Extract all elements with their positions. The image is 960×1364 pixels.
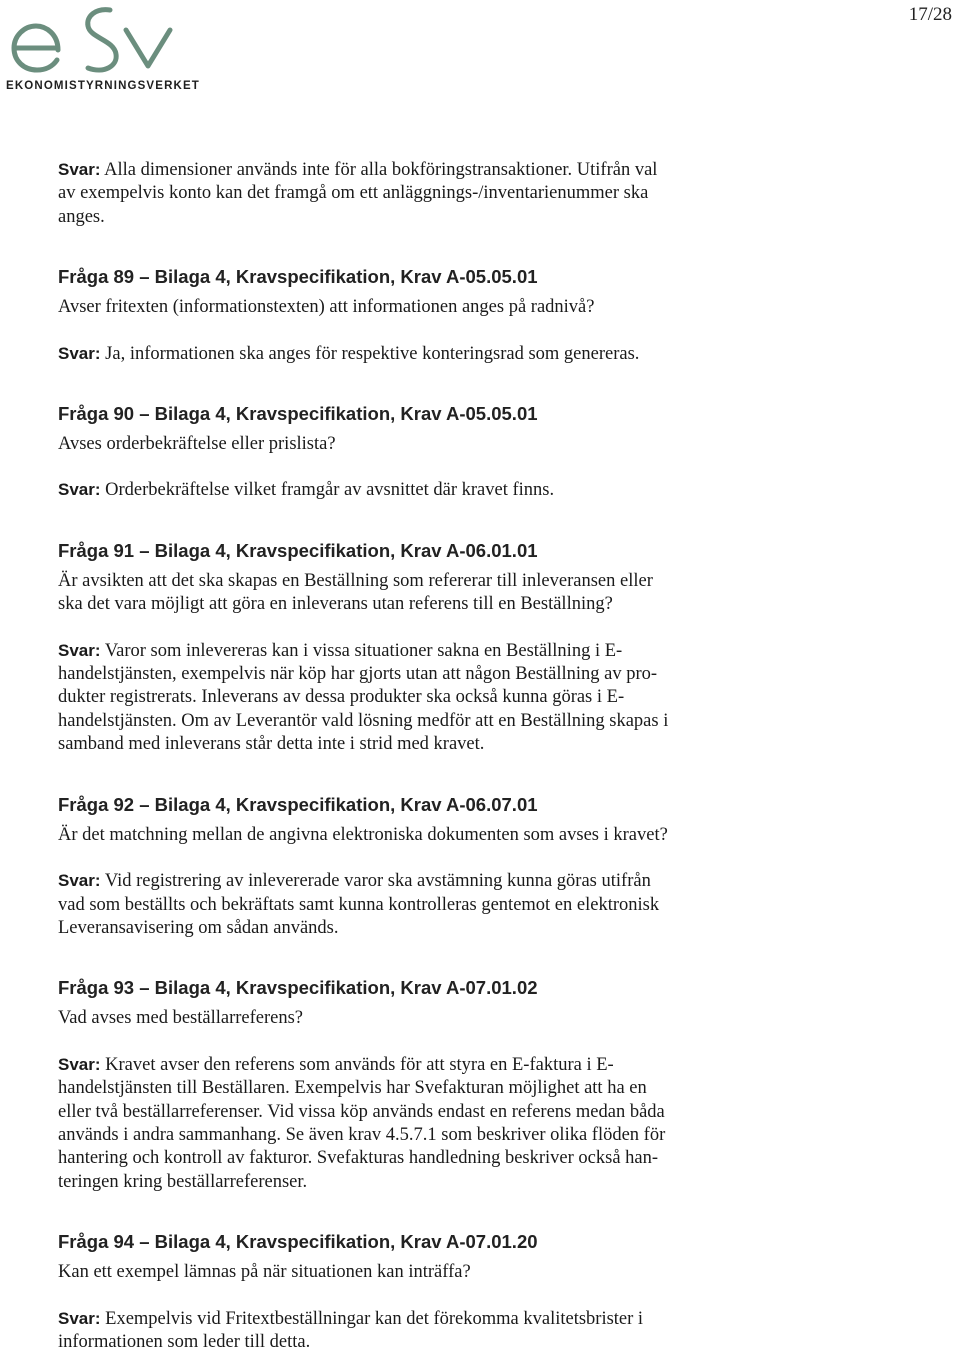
answer-line: informationen som leder till detta.	[58, 1331, 311, 1352]
question-title: Fråga 89 – Bilaga 4, Kravspecifikation, Krav A-05.05.01	[58, 266, 538, 288]
intro-answer	[58, 158, 748, 229]
question-text: ska det vara möjligt att göra en inleverans utan referens till en Beställning?	[58, 594, 613, 615]
answer-line: eller två beställarreferenser. Vid vissa köp används endast en referens medan båda	[58, 1101, 665, 1122]
question-text: Är avsikten att det ska skapas en Beställning som refererar till inleveransen eller	[58, 570, 653, 591]
question-block-93	[58, 976, 748, 1194]
answer-line: Svar: Kravet avser den referens som används för att styra en E-faktura i E-	[58, 1054, 614, 1075]
answer-line: handelstjänsten. Om av Leverantör vald lösning medför att en Beställning skapas i	[58, 710, 669, 731]
question-text: Vad avses med beställarreferens?	[58, 1008, 304, 1029]
answer-line: Svar: Vid registrering av inlevererade varor ska avstämning kunna göras utifrån	[58, 871, 651, 892]
answer-line: teringen kring beställarreferenser.	[58, 1171, 308, 1192]
answer-line: handelstjänsten till Beställaren. Exempelvis har Svefakturan möjlighet att ha en	[58, 1078, 647, 1099]
question-text: Avses orderbekräftelse eller prislista?	[58, 434, 336, 455]
answer-line: dukter registrerats. Inleverans av dessa produkter ska också kunna göras i E-	[58, 687, 625, 708]
answer-line: Svar: Orderbekräftelse vilket framgår av avsnittet där kravet finns.	[58, 480, 555, 501]
question-title: Fråga 94 – Bilaga 4, Kravspecifikation, Krav A-07.01.20	[58, 1231, 538, 1253]
question-title: Fråga 92 – Bilaga 4, Kravspecifikation, Krav A-06.07.01	[58, 793, 538, 815]
question-text: Avser fritexten (informationstexten) att informationen anges på radnivå?	[58, 297, 595, 318]
answer-line: samband med inleverans står detta inte i strid med kravet.	[58, 734, 485, 755]
question-text: Är det matchning mellan de angivna elektroniska dokumenten som avses i kravet?	[58, 824, 668, 845]
question-title: Fråga 91 – Bilaga 4, Kravspecifikation, Krav A-06.01.01	[58, 539, 538, 561]
answer-line: Svar: Alla dimensioner används inte för alla bokföringstransaktioner. Utifrån val	[58, 160, 658, 180]
question-block-90	[58, 402, 748, 503]
esv-logo	[6, 4, 222, 96]
question-title: Fråga 90 – Bilaga 4, Kravspecifikation, Krav A-05.05.01	[58, 403, 538, 425]
question-block-89	[58, 265, 748, 366]
logo-wordmark: EKONOMISTYRNINGSVERKET	[6, 80, 200, 92]
answer-line: vad som beställts och bekräftats samt kunna kontrolleras gentemot en elektronisk	[58, 894, 660, 915]
answer-line: anges.	[58, 206, 105, 227]
svar-label: Svar:	[58, 160, 101, 179]
answer-line: Svar: Exempelvis vid Fritextbeställningar kan det förekomma kvalitetsbrister i	[58, 1308, 644, 1329]
esv-logo-mark	[6, 4, 222, 76]
document-body	[58, 158, 748, 1354]
answer-line: handelstjänsten, exempelvis när köp har gjorts utan att någon Beställning av pro-	[58, 664, 658, 685]
page-number: 17/28	[908, 4, 952, 25]
answer-line: Svar: Ja, informationen ska anges för respektive konteringsrad som genereras.	[58, 343, 640, 364]
question-block-91	[58, 539, 748, 757]
question-block-94	[58, 1230, 748, 1354]
question-block-92	[58, 793, 748, 941]
answer-line: hantering och kontroll av fakturor. Svefakturas handledning beskriver också han-	[58, 1148, 659, 1169]
answer-line: Leveransavisering om sådan används.	[58, 917, 339, 938]
question-text: Kan ett exempel lämnas på när situationen kan inträffa?	[58, 1262, 471, 1283]
answer-line: av exempelvis konto kan det framgå om ett anläggnings-/inventarienummer ska	[58, 183, 649, 204]
question-title: Fråga 93 – Bilaga 4, Kravspecifikation, Krav A-07.01.02	[58, 977, 538, 999]
answer-line: används i andra sammanhang. Se även krav 4.5.7.1 som beskriver olika flöden för	[58, 1124, 666, 1145]
answer-line: Svar: Varor som inlevereras kan i vissa situationer sakna en Beställning i E-	[58, 640, 623, 661]
